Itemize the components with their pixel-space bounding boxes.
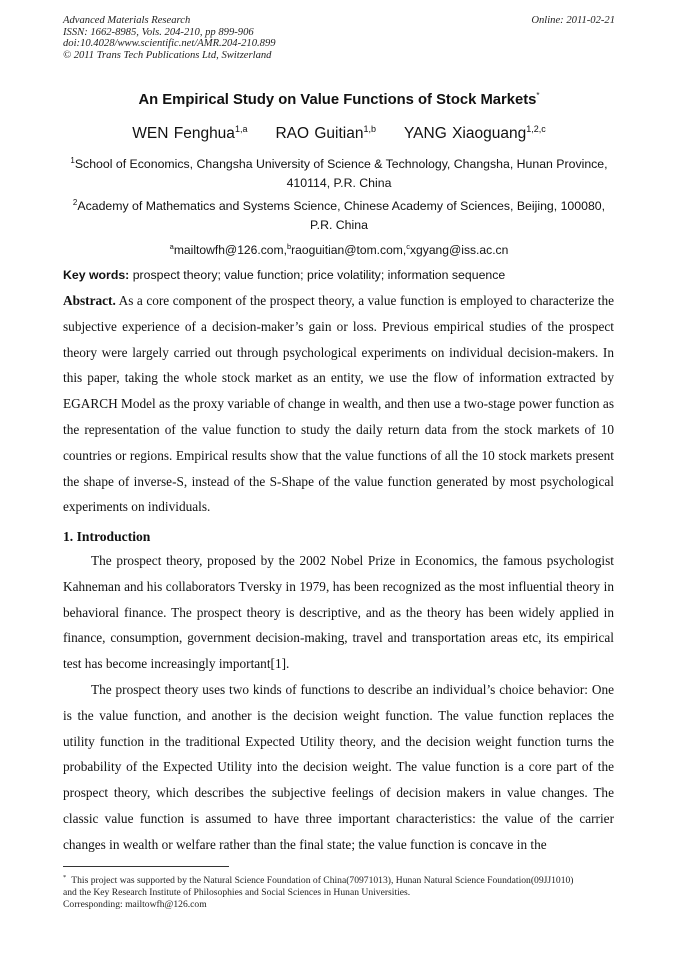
affiliation-text: School of Economics, Changsha University of Science & Technology, Changsha, Hunan Province, 410114, P.R. China <box>74 157 608 191</box>
online-date: Online: 2011-02-21 <box>531 15 615 26</box>
author-affil-mark: 1,b <box>363 124 376 134</box>
affiliation-2 <box>63 193 615 235</box>
keywords <box>63 268 623 282</box>
author-name: WEN Fenghua <box>132 125 235 143</box>
affiliation-mark: 1 <box>70 156 75 165</box>
footnote-line <box>63 872 623 887</box>
paper-title-text: An Empirical Study on Value Functions of Stock Markets <box>138 91 537 108</box>
journal-name: Advanced Materials Research <box>63 15 191 26</box>
copyright-line: © 2011 Trans Tech Publications Ltd, Switzerland <box>63 49 272 61</box>
email-address: xgyang@iss.ac.cn <box>410 243 509 258</box>
issn-line: ISSN: 1662-8985, Vols. 204-210, pp 899-906 <box>63 26 254 38</box>
email-mark: c <box>406 242 410 251</box>
footnote-mark: * <box>63 874 67 881</box>
email-address: mailtowfh@126.com, <box>173 243 287 258</box>
abstract-label: Abstract. <box>63 293 116 308</box>
email-mark: a <box>169 242 174 251</box>
section-heading: 1. Introduction <box>63 529 151 544</box>
author-name: YANG Xiaoguang <box>403 125 527 143</box>
author-affil-mark: 1,a <box>234 124 248 134</box>
email-mark: b <box>286 242 292 251</box>
author-name: RAO Guitian <box>275 125 364 143</box>
affiliation-1 <box>63 151 615 193</box>
keywords-label: Key words: <box>63 268 130 282</box>
affiliation-mark: 2 <box>72 198 78 207</box>
title-footnote-mark: * <box>536 91 540 100</box>
abstract-text: As a core component of the prospect theory, a value function is employed to characterize the subjective experience of a decision-maker’s gain or loss. Previous empirical studies of the prospect theory were largely carried out through psychological experiments on individual decision-makers. In this paper, taking the whole stock market as an entity, we use the flow of information extracted by EGARCH Model as the proxy variable of change in wealth, and then use a two-stage power function as the representation of the value function to study the daily return data from the stock markets of 10 countries or regions. Empirical results show that the value functions of all the 10 stock markets present the shape of inverse-S, instead of the S-Shape of the value function generated by most psychological experiments on individuals. <box>63 293 614 515</box>
footnote-text: This project was supported by the Natural Science Foundation of China(70971013), Hunan Natural Science Foundation(09JJ1010) <box>71 875 574 887</box>
footnote-divider <box>63 866 229 867</box>
affiliation-text: Academy of Mathematics and Systems Science, Chinese Academy of Sciences, Beijing, 100080, P.R. China <box>77 199 606 233</box>
footnote-line: and the Key Research Institute of Philosophies and Social Sciences in Hunan Universities. <box>63 886 411 898</box>
journal-header <box>63 15 615 61</box>
body-paragraph: The prospect theory, proposed by the 2002 Nobel Prize in Economics, the famous psychologist Kahneman and his collaborators Tversky in 1979, has been recognized as the most influential theory in behavioral finance. The prospect theory is descriptive, and as the theory has been widely applied in finance, consumption, government decision-making, travel and transportation areas etc, its empirical test has become increasingly important[1]. <box>63 553 614 672</box>
body-paragraph: The prospect theory uses two kinds of functions to describe an individual’s choice behavior: One is the value function, and another is the decision weight function. The value function replaces the utility function in the traditional Expected Utility theory, and the decision weight function turns the probability of the Expected Utility into the decision weight. The value function is a core part of the prospect theory, which describes the subjective feelings of decision makers in value changes. The classic value function is assumed to have three important characteristics: the value of the carrier changes in wealth or welfare rather than the final state; the value function is concave in the <box>63 682 614 852</box>
author-emails <box>0 242 678 257</box>
email-address: raoguitian@tom.com, <box>291 243 407 258</box>
author-list <box>0 124 678 143</box>
doi-line: doi:10.4028/www.scientific.net/AMR.204-210.899 <box>63 38 276 49</box>
footnote-corresponding: Corresponding: mailtowfh@126.com <box>63 898 207 910</box>
footnote <box>63 872 623 911</box>
abstract <box>63 288 614 520</box>
author-affil-mark: 1,2,c <box>526 124 546 134</box>
keywords-text: prospect theory; value function; price volatility; information sequence <box>129 268 506 282</box>
paper-title <box>0 91 678 108</box>
